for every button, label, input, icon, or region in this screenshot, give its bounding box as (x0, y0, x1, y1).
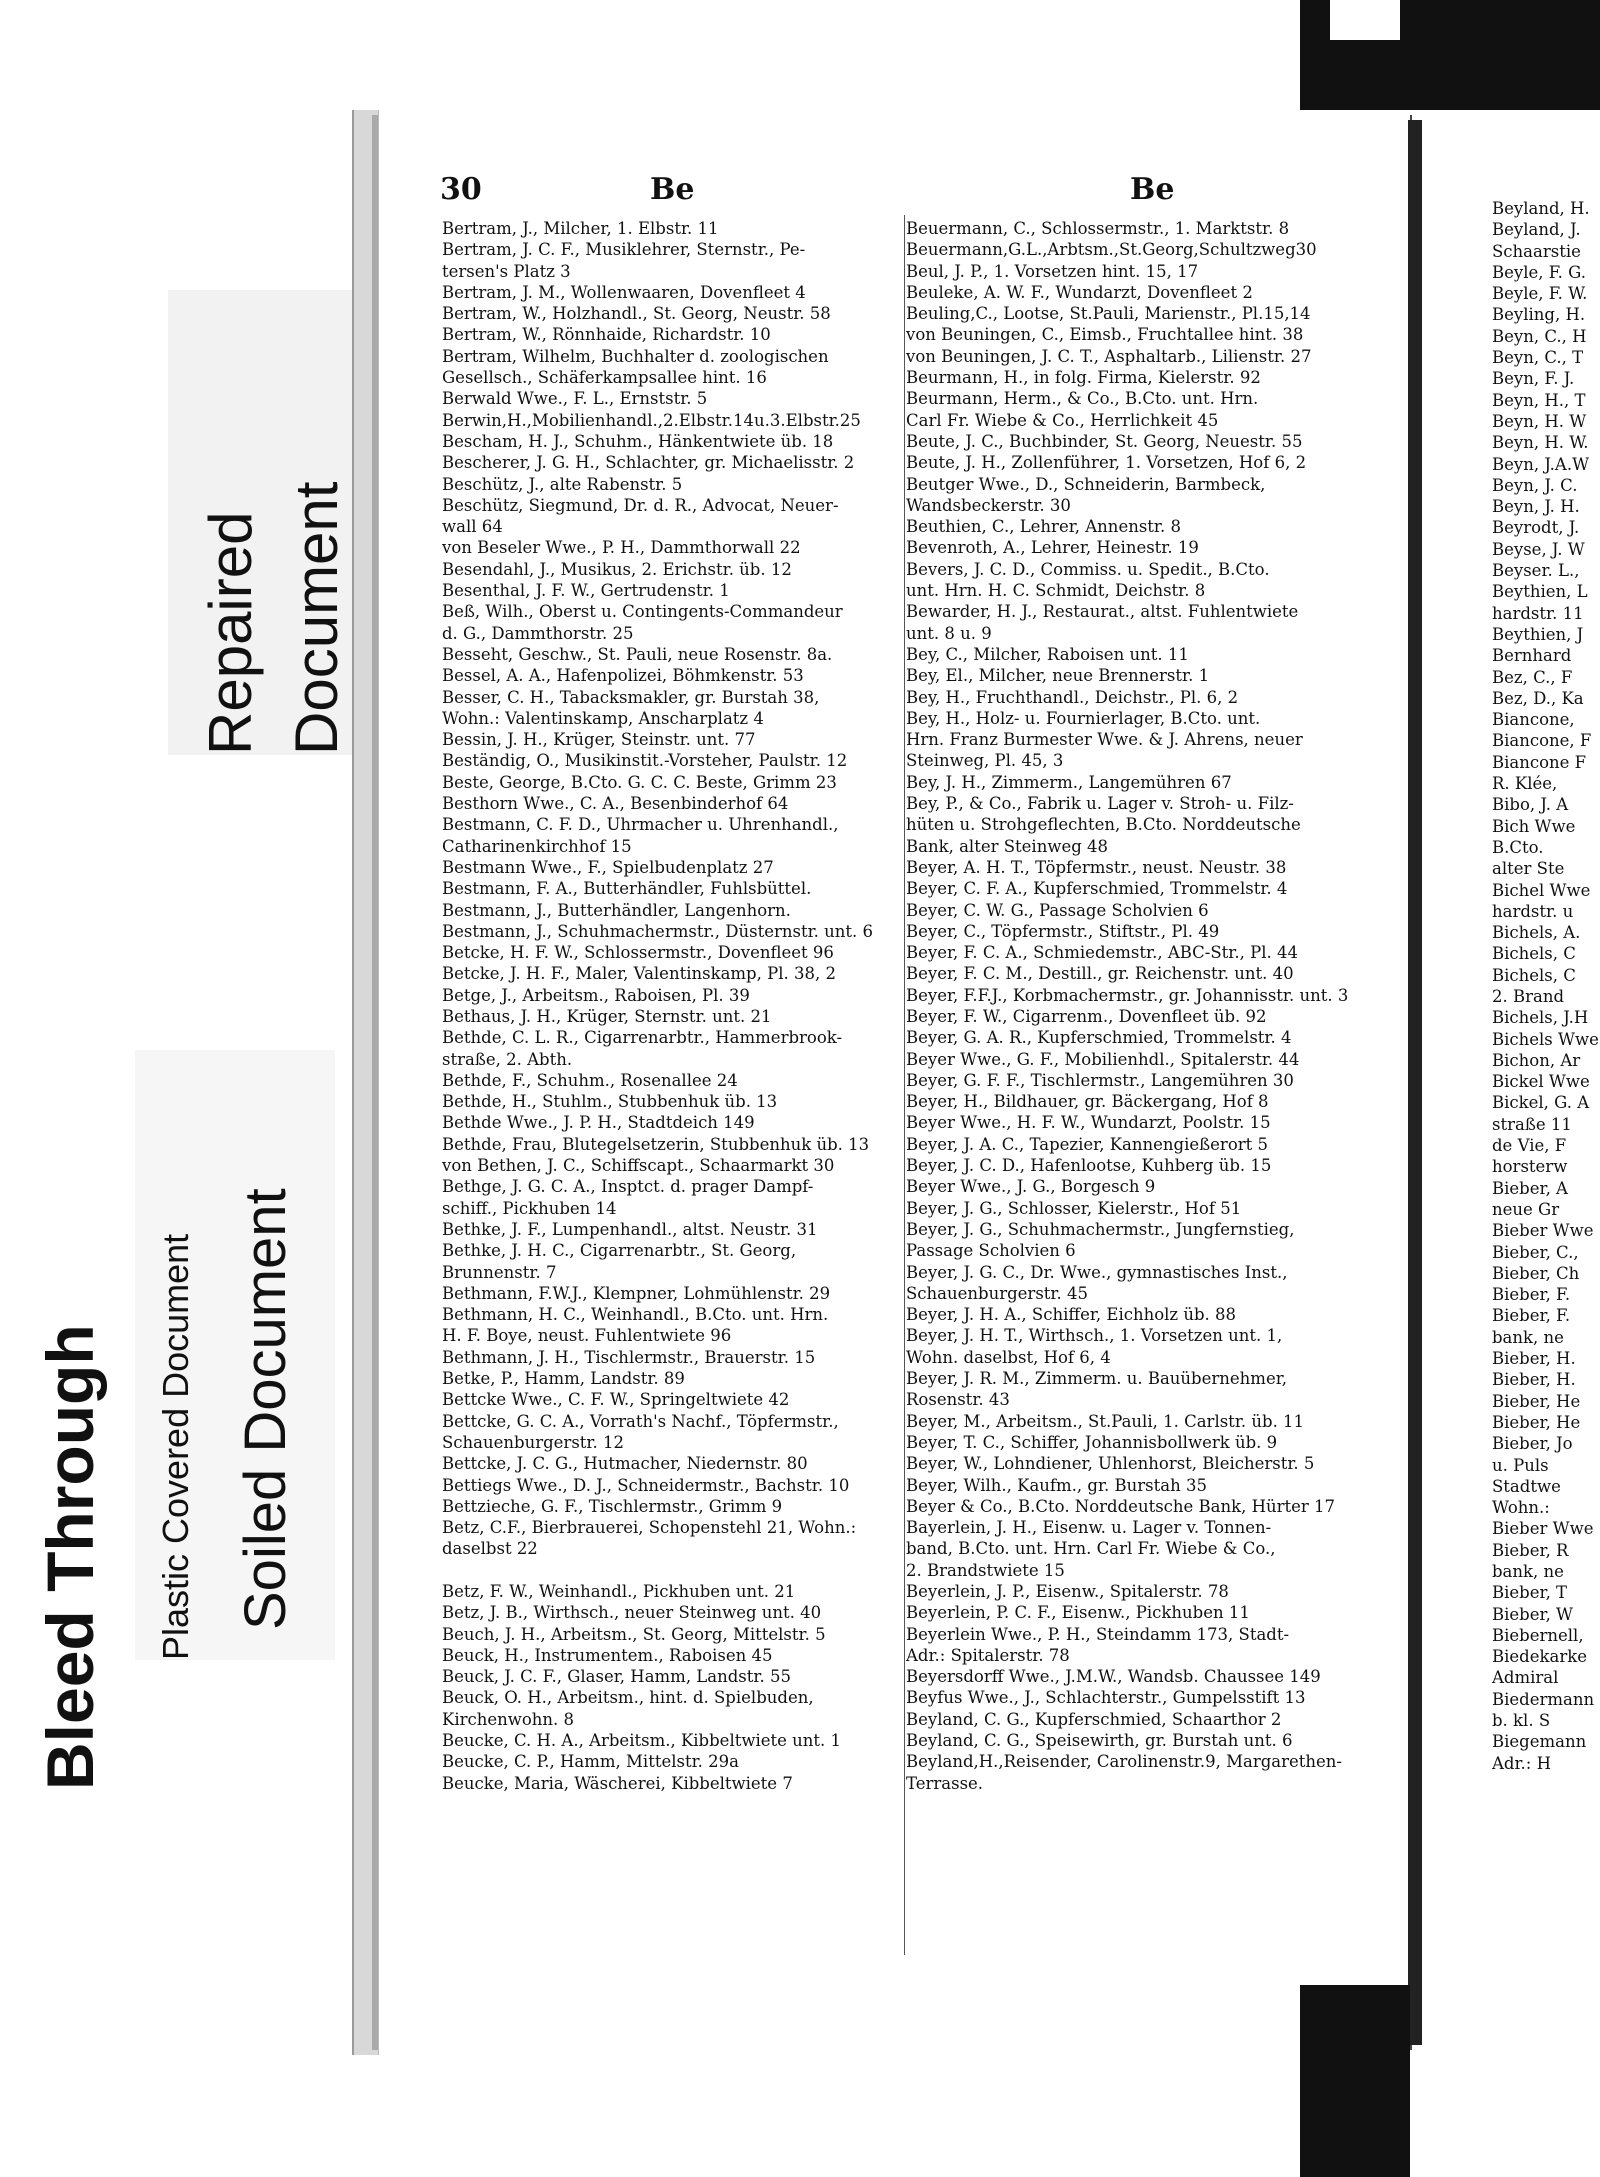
directory-entry: Beyland, C. G., Kupferschmied, Schaarthor 2 (906, 1709, 1282, 1729)
directory-entry: Bethge, J. G. C. A., Insptct. d. prager Dampf- (442, 1177, 814, 1197)
directory-entry: unt. Hrn. H. C. Schmidt, Deichstr. 8 (906, 581, 1206, 601)
directory-entry: Bieber, T (1492, 1583, 1568, 1603)
directory-entry: Bieber, A (1492, 1178, 1568, 1198)
directory-entry: Passage Scholvien 6 (906, 1241, 1076, 1261)
directory-entry: Beschütz, J., alte Rabenstr. 5 (442, 474, 683, 494)
directory-column-left (442, 218, 904, 1794)
directory-entry: Beyland, J. (1492, 220, 1581, 240)
directory-entry: Bichels, J.H (1492, 1008, 1589, 1028)
directory-entry: Bichon, Ar (1492, 1050, 1581, 1070)
directory-entry: von Beuningen, J. C. T., Asphaltarb., Lilienstr. 27 (906, 346, 1312, 366)
directory-entry: Bethmann, H. C., Weinhandl., B.Cto. unt. Hrn. (442, 1305, 829, 1325)
directory-entry: Beyn, J. C. (1492, 475, 1578, 495)
directory-entry: hardstr. u (1492, 901, 1574, 921)
directory-entry: Biegemann (1492, 1732, 1587, 1752)
directory-entry: Steinweg, Pl. 45, 3 (906, 751, 1064, 771)
label-plastic-covered: Plastic Covered Document (155, 1233, 196, 1660)
directory-entry: Beyer Wwe., G. F., Mobilienhdl., Spitalerstr. 44 (906, 1049, 1300, 1069)
directory-entry: Bichels, C (1492, 965, 1576, 985)
directory-entry: Besseht, Geschw., St. Pauli, neue Rosenstr. 8a. (442, 644, 833, 664)
directory-entry: Beyersdorff Wwe., J.M.W., Wandsb. Chaussee 149 (906, 1667, 1321, 1687)
directory-entry: Beuck, H., Instrumentem., Raboisen 45 (442, 1645, 773, 1665)
directory-entry: Beuck, O. H., Arbeitsm., hint. d. Spielbuden, (442, 1688, 814, 1708)
directory-entry: wall 64 (442, 517, 503, 537)
directory-entry: Bertram, W., Holzhandl., St. Georg, Neustr. 58 (442, 304, 831, 324)
label-repaired-line1: Repaired (197, 511, 264, 755)
directory-entry: Bettzieche, G. F., Tischlermstr., Grimm 9 (442, 1496, 783, 1516)
directory-entry: Bichels, A. (1492, 923, 1581, 943)
directory-entry: Beuling,C., Lootse, St.Pauli, Marienstr., Pl.15,14 (906, 304, 1311, 324)
directory-entry: Bettcke Wwe., C. F. W., Springeltwiete 42 (442, 1390, 790, 1410)
directory-entry: Beyland, C. G., Speisewirth, gr. Burstah unt. 6 (906, 1731, 1293, 1751)
directory-entry: Bez, C., F (1492, 667, 1573, 687)
directory-entry: Bevers, J. C. D., Commiss. u. Spedit., B.Cto. (906, 559, 1270, 579)
directory-entry: Beständig, O., Musikinstit.-Vorsteher, Paulstr. 12 (442, 751, 848, 771)
directory-entry: Wohn. daselbst, Hof 6, 4 (906, 1347, 1111, 1367)
directory-entry: Bieber, F. (1492, 1306, 1571, 1326)
directory-entry: Beste, George, B.Cto. G. C. C. Beste, Grimm 23 (442, 772, 837, 792)
directory-entry: Biedekarke (1492, 1647, 1587, 1667)
directory-entry: d. G., Dammthorstr. 25 (442, 623, 634, 643)
directory-entry: Besthorn Wwe., C. A., Besenbinderhof 64 (442, 794, 789, 814)
directory-entry: Bethde Wwe., J. P. H., Stadtdeich 149 (442, 1113, 755, 1133)
directory-entry: Bieber, F. (1492, 1285, 1571, 1305)
directory-entry: Bethde, H., Stuhlm., Stubbenhuk üb. 13 (442, 1092, 778, 1112)
directory-entry: Brunnenstr. 7 (442, 1262, 557, 1282)
directory-entry: Biancone, F (1492, 731, 1592, 751)
directory-entry: Bevenroth, A., Lehrer, Heinestr. 19 (906, 538, 1199, 558)
directory-entry: Beyerlein, J. P., Eisenw., Spitalerstr. 78 (906, 1582, 1229, 1601)
directory-entry: Bescham, H. J., Schuhm., Hänkentwiete üb. 18 (442, 431, 834, 451)
directory-entry: Beyer, F. C. M., Destill., gr. Reichenstr. unt. 40 (906, 964, 1294, 984)
directory-entry: Beyle, F. G. (1492, 262, 1586, 282)
directory-entry: Biancone, (1492, 710, 1575, 730)
directory-entry: Bank, alter Steinweg 48 (906, 836, 1109, 856)
directory-entry: Bertram, W., Rönnhaide, Richardstr. 10 (442, 325, 771, 345)
directory-entry: Beyse, J. W (1492, 539, 1585, 559)
directory-entry: Besser, C. H., Tabacksmakler, gr. Burstah 38, (442, 687, 820, 707)
directory-entry: unt. 8 u. 9 (906, 623, 992, 643)
directory-entry: Bettiegs Wwe., D. J., Schneidermstr., Bachstr. 10 (442, 1475, 850, 1495)
directory-entry: Berwin,H.,Mobilienhandl.,2.Elbstr.14u.3.Elbstr.25 (442, 410, 861, 430)
directory-entry: Bich Wwe (1492, 816, 1576, 836)
directory-entry: Beyn, C., H (1492, 326, 1587, 346)
directory-entry: Beyer, J. H. A., Schiffer, Eichholz üb. 88 (906, 1305, 1237, 1325)
directory-entry: Beyling, H. (1492, 305, 1586, 325)
directory-entry: Gesellsch., Schäferkampsallee hint. 16 (442, 368, 767, 388)
directory-entry: Beyn, C., T (1492, 348, 1584, 368)
directory-entry: Beurmann, Herm., & Co., B.Cto. unt. Hrn. (906, 389, 1259, 409)
label-soiled: Soiled Document (233, 1188, 298, 1630)
directory-entry: Beuermann, C., Schlossermstr., 1. Marktstr. 8 (906, 219, 1290, 238)
directory-entry: Bey, H., Holz- u. Fournierlager, B.Cto. unt. (906, 708, 1261, 728)
directory-entry: Bewarder, H. J., Restaurat., altst. Fuhlentwiete (906, 602, 1299, 622)
directory-entry: Beyn, H. W. (1492, 433, 1589, 453)
directory-entry: Beyn, J. H. (1492, 497, 1580, 517)
directory-entry: Bestmann, C. F. D., Uhrmacher u. Uhrenhandl., (442, 815, 839, 835)
directory-entry: hüten u. Strohgeflechten, B.Cto. Norddeutsche (906, 815, 1301, 835)
directory-entry: Bieber, H. (1492, 1349, 1576, 1369)
directory-entry: Bethde, F., Schuhm., Rosenallee 24 (442, 1070, 738, 1090)
page-header (440, 172, 1380, 212)
right-column-heading: Be (1130, 172, 1175, 207)
scan-border-bottom (1300, 1985, 1410, 2177)
directory-entry: Betz, J. B., Wirthsch., neuer Steinweg unt. 40 (442, 1603, 822, 1623)
directory-entry: Betke, P., Hamm, Landstr. 89 (442, 1369, 685, 1389)
scan-border-notch (1330, 0, 1400, 40)
directory-entry: Bichel Wwe (1492, 880, 1591, 900)
directory-entry: Bernhard (1492, 646, 1572, 666)
directory-entry: Beyer, Wilh., Kaufm., gr. Burstah 35 (906, 1475, 1207, 1495)
directory-entry: Adr.: Spitalerstr. 78 (906, 1645, 1070, 1665)
directory-entry: Beyser. L., (1492, 561, 1580, 581)
directory-entry: Bertram, Wilhelm, Buchhalter d. zoologischen (442, 346, 829, 366)
directory-entry: tersen's Platz 3 (442, 261, 571, 281)
directory-entry: Beyer, T. C., Schiffer, Johannisbollwerk üb. 9 (906, 1432, 1278, 1452)
directory-entry: Wohn.: Valentinskamp, Anscharplatz 4 (442, 708, 764, 728)
directory-entry: Beyer, F.F.J., Korbmachermstr., gr. Johannisstr. unt. 3 (906, 985, 1349, 1005)
directory-entry: Bayerlein, J. H., Eisenw. u. Lager v. Tonnen- (906, 1518, 1272, 1538)
directory-entry: Beyn, F. J. (1492, 369, 1575, 389)
label-bleed-through: Bleed Through (33, 1324, 107, 1790)
directory-entry: Bethde, Frau, Blutegelsetzerin, Stubbenhuk üb. 13 (442, 1134, 870, 1154)
directory-entry: Beyer, F. C. A., Schmiedemstr., ABC-Str., Pl. 44 (906, 943, 1298, 963)
directory-entry: Bestmann, J., Schuhmachermstr., Düsternstr. unt. 6 (442, 921, 874, 941)
directory-entry: Bestmann Wwe., F., Spielbudenplatz 27 (442, 857, 774, 877)
directory-entry: Beucke, C. H. A., Arbeitsm., Kibbeltwiete unt. 1 (442, 1731, 842, 1751)
directory-entry: von Beseler Wwe., P. H., Dammthorwall 22 (442, 538, 801, 558)
directory-entry: Bestmann, F. A., Butterhändler, Fuhlsbüttel. (442, 879, 812, 899)
directory-entry: Beyer, C. F. A., Kupferschmied, Trommelstr. 4 (906, 879, 1288, 899)
directory-entry: Rosenstr. 43 (906, 1390, 1010, 1410)
directory-entry: Betz, C.F., Bierbrauerei, Schopenstehl 21, Wohn.: (442, 1518, 857, 1538)
directory-entry: Beyer, H., Bildhauer, gr. Bäckergang, Hof 8 (906, 1092, 1269, 1112)
directory-entry: Bieber, He (1492, 1412, 1581, 1432)
directory-entry: Beyer, C., Töpfermstr., Stiftstr., Pl. 49 (906, 921, 1220, 941)
directory-entry: Beyer, J. R. M., Zimmerm. u. Bauübernehmer, (906, 1369, 1288, 1389)
directory-entry: Bieber Wwe (1492, 1519, 1594, 1539)
directory-entry: Bickel, G. A (1492, 1093, 1590, 1113)
directory-entry: Bieber, W (1492, 1604, 1574, 1624)
directory-entry: 2. Brand (1492, 986, 1565, 1006)
directory-entry: Bieber, H. (1492, 1370, 1576, 1390)
directory-entry: Bessel, A. A., Hafenpolizei, Böhmkenstr. 53 (442, 666, 804, 686)
directory-entry: Bibo, J. A (1492, 795, 1569, 815)
directory-entry: hardstr. 11 (1492, 603, 1584, 623)
directory-entry: Betz, F. W., Weinhandl., Pickhuben unt. 21 (442, 1582, 796, 1601)
directory-entry: Terrasse. (906, 1773, 984, 1793)
directory-entry: Betcke, H. F. W., Schlossermstr., Dovenfleet 96 (442, 943, 834, 963)
directory-entry: Beuthien, C., Lehrer, Annenstr. 8 (906, 517, 1181, 537)
directory-entry: Beythien, L (1492, 582, 1588, 602)
directory-entry: Catharinenkirchhof 15 (442, 836, 632, 856)
directory-entry: daselbst 22 (442, 1539, 538, 1559)
directory-entry: Kirchenwohn. 8 (442, 1709, 575, 1729)
directory-entry: Beyer, G. F. F., Tischlermstr., Langemühren 30 (906, 1070, 1294, 1090)
directory-entry: Beyer Wwe., J. G., Borgesch 9 (906, 1177, 1156, 1197)
directory-entry: Bieber, R (1492, 1540, 1569, 1560)
directory-entry: bank, ne (1492, 1562, 1564, 1581)
directory-entry: Biebernell, (1492, 1625, 1584, 1645)
directory-entry: Besenthal, J. F. W., Gertrudenstr. 1 (442, 581, 730, 601)
directory-entry: straße, 2. Abth. (442, 1049, 573, 1069)
directory-entry: Bestmann, J., Butterhändler, Langenhorn. (442, 900, 791, 920)
directory-entry: Beyn, H., T (1492, 390, 1586, 410)
directory-entry: Beyer, W., Lohndiener, Uhlenhorst, Bleicherstr. 5 (906, 1454, 1315, 1474)
directory-entry: Besendahl, J., Musikus, 2. Erichstr. üb. 12 (442, 559, 792, 579)
directory-entry: b. kl. S (1492, 1711, 1551, 1731)
directory-entry: Beyrodt, J. (1492, 518, 1580, 538)
directory-entry: de Vie, F (1492, 1136, 1567, 1156)
directory-entry: Bethde, C. L. R., Cigarrenarbtr., Hammerbrook- (442, 1028, 843, 1048)
directory-entry: Beyer, M., Arbeitsm., St.Pauli, 1. Carlstr. üb. 11 (906, 1411, 1305, 1431)
directory-entry: Beyland, H. (1492, 199, 1590, 218)
page-gutter (1408, 120, 1422, 2045)
column-divider (904, 215, 905, 1955)
directory-entry: Carl Fr. Wiebe & Co., Herrlichkeit 45 (906, 410, 1219, 430)
directory-entry: Biancone F (1492, 752, 1587, 772)
directory-entry: Bethmann, F.W.J., Klempner, Lohmühlenstr. 29 (442, 1283, 831, 1303)
directory-entry: Beyfus Wwe., J., Schlachterstr., Gumpelsstift 13 (906, 1688, 1306, 1708)
directory-entry: Berwald Wwe., F. L., Ernststr. 5 (442, 389, 708, 409)
directory-entry: Bichels Wwe (1492, 1029, 1599, 1049)
directory-entry: Hrn. Franz Burmester Wwe. & J. Ahrens, neuer (906, 730, 1303, 750)
directory-entry: Wohn.: (1492, 1498, 1550, 1518)
directory-entry: Bieber, Jo (1492, 1434, 1573, 1454)
directory-entry: Bey, C., Milcher, Raboisen unt. 11 (906, 644, 1189, 664)
directory-entry: Bertram, J., Milcher, 1. Elbstr. 11 (442, 219, 719, 238)
directory-entry: Bez, D., Ka (1492, 688, 1584, 708)
directory-entry: Beyle, F. W. (1492, 284, 1588, 304)
directory-entry: Bethke, J. F., Lumpenhandl., altst. Neustr. 31 (442, 1219, 818, 1239)
directory-entry: Beyerlein Wwe., P. H., Steindamm 173, Stadt- (906, 1624, 1290, 1644)
directory-entry: Beute, J. C., Buchbinder, St. Georg, Neuestr. 55 (906, 431, 1303, 451)
label-repaired-line2: Document (283, 481, 350, 755)
directory-entry: Beuch, J. H., Arbeitsm., St. Georg, Mittelstr. 5 (442, 1624, 826, 1644)
directory-entry: band, B.Cto. unt. Hrn. Carl Fr. Wiebe & Co., (906, 1539, 1276, 1559)
directory-entry: Betge, J., Arbeitsm., Raboisen, Pl. 39 (442, 985, 750, 1005)
directory-entry: Beschütz, Siegmund, Dr. d. R., Advocat, Neuer- (442, 495, 839, 515)
directory-entry: Bickel Wwe (1492, 1072, 1590, 1092)
directory-entry: Beul, J. P., 1. Vorsetzen hint. 15, 17 (906, 261, 1199, 281)
directory-entry: von Beuningen, C., Eimsb., Fruchtallee hint. 38 (906, 325, 1304, 345)
directory-entry: Bettcke, J. C. G., Hutmacher, Niedernstr. 80 (442, 1454, 808, 1474)
directory-entry: Betcke, J. H. F., Maler, Valentinskamp, Pl. 38, 2 (442, 964, 836, 984)
directory-entry: B.Cto. (1492, 837, 1544, 857)
directory-entry: Bieber, He (1492, 1391, 1581, 1411)
page-number: 30 (440, 172, 482, 207)
directory-entry: Bichels, C (1492, 944, 1576, 964)
directory-entry: R. Klée, (1492, 774, 1558, 794)
directory-entry: Beß, Wilh., Oberst u. Contingents-Commandeur (442, 602, 843, 622)
directory-entry: Schaarstie (1492, 241, 1581, 261)
directory-entry: Beucke, C. P., Hamm, Mittelstr. 29a (442, 1752, 740, 1772)
directory-entry: Beyer, J. H. T., Wirthsch., 1. Vorsetzen unt. 1, (906, 1326, 1283, 1346)
directory-entry: Beyer, G. A. R., Kupferschmied, Trommelstr. 4 (906, 1028, 1292, 1048)
directory-entry: Biedermann (1492, 1689, 1595, 1709)
directory-entry: alter Ste (1492, 859, 1565, 879)
directory-entry: Bertram, J. C. F., Musiklehrer, Sternstr., Pe- (442, 240, 806, 260)
directory-entry: Bethmann, J. H., Tischlermstr., Brauerstr. 15 (442, 1347, 816, 1367)
directory-entry: Bertram, J. M., Wollenwaaren, Dovenfleet 4 (442, 282, 806, 302)
directory-entry: neue Gr (1492, 1199, 1560, 1219)
directory-entry: Beyer, J. C. D., Hafenlootse, Kuhberg üb. 15 (906, 1156, 1272, 1176)
directory-entry: von Bethen, J. C., Schiffscapt., Schaarmarkt 30 (442, 1156, 835, 1176)
directory-entry: Bey, J. H., Zimmerm., Langemühren 67 (906, 772, 1232, 792)
label-repaired (188, 355, 360, 755)
directory-column-facing (1492, 198, 1600, 1774)
directory-column-right (906, 218, 1366, 1794)
directory-entry: Beute, J. H., Zollenführer, 1. Vorsetzen, Hof 6, 2 (906, 453, 1307, 473)
directory-entry: Beyer, J. G., Schuhmachermstr., Jungfernstieg, (906, 1219, 1295, 1239)
directory-entry: Beuck, J. C. F., Glaser, Hamm, Landstr. 55 (442, 1667, 791, 1687)
directory-entry: Beucke, Maria, Wäscherei, Kibbeltwiete 7 (442, 1773, 793, 1793)
directory-entry: Bieber, C., (1492, 1242, 1579, 1262)
directory-entry: Schauenburgerstr. 12 (442, 1432, 624, 1452)
directory-entry: Beyerlein, P. C. F., Eisenw., Pickhuben 11 (906, 1603, 1250, 1623)
directory-entry: Beyer, J. G., Schlosser, Kielerstr., Hof 51 (906, 1198, 1242, 1218)
directory-entry: Wandsbeckerstr. 30 (906, 495, 1071, 515)
directory-entry: Beurmann, H., in folg. Firma, Kielerstr. 92 (906, 368, 1261, 388)
directory-entry: Bessin, J. H., Krüger, Steinstr. unt. 77 (442, 730, 756, 750)
directory-entry: H. F. Boye, neust. Fuhlentwiete 96 (442, 1326, 732, 1346)
directory-entry: u. Puls (1492, 1455, 1549, 1475)
directory-entry: Beyer, J. G. C., Dr. Wwe., gymnastisches Inst., (906, 1262, 1288, 1282)
directory-entry: Bieber, Ch (1492, 1263, 1580, 1283)
directory-entry: Beyer & Co., B.Cto. Norddeutsche Bank, Hürter 17 (906, 1496, 1336, 1516)
directory-entry: Adr.: H (1492, 1753, 1551, 1773)
directory-entry: Beythien, J (1492, 624, 1584, 644)
directory-entry: Beutger Wwe., D., Schneiderin, Barmbeck, (906, 474, 1266, 494)
directory-entry: straße 11 (1492, 1114, 1572, 1134)
directory-entry (442, 1560, 904, 1581)
directory-entry: Beyn, H. W (1492, 411, 1587, 431)
directory-entry: Bettcke, G. C. A., Vorrath's Nachf., Töpfermstr., (442, 1411, 839, 1431)
directory-entry: 2. Brandstwiete 15 (906, 1560, 1065, 1580)
directory-entry: Bethaus, J. H., Krüger, Sternstr. unt. 21 (442, 1006, 772, 1026)
directory-entry: Beyer Wwe., H. F. W., Wundarzt, Poolstr. 15 (906, 1113, 1271, 1133)
directory-entry: Bieber Wwe (1492, 1221, 1594, 1241)
directory-entry: Beuermann,G.L.,Arbtsm.,St.Georg,Schultzweg30 (906, 240, 1317, 260)
directory-entry: bank, ne (1492, 1327, 1564, 1347)
directory-entry: Beyer, A. H. T., Töpfermstr., neust. Neustr. 38 (906, 857, 1287, 877)
directory-entry: Bey, P., & Co., Fabrik u. Lager v. Stroh- u. Filz- (906, 794, 1294, 814)
directory-entry: Bethke, J. H. C., Cigarrenarbtr., St. Georg, (442, 1241, 797, 1261)
directory-entry: Beyland,H.,Reisender, Carolinenstr.9, Margarethen- (906, 1752, 1343, 1772)
directory-entry: Beyn, J.A.W (1492, 454, 1590, 474)
directory-entry: Beyer, F. W., Cigarrenm., Dovenfleet üb. 92 (906, 1006, 1267, 1026)
directory-entry: Bey, El., Milcher, neue Brennerstr. 1 (906, 666, 1210, 686)
directory-entry: horsterw (1492, 1157, 1568, 1177)
left-column-heading: Be (650, 172, 695, 207)
directory-entry: Schauenburgerstr. 45 (906, 1283, 1088, 1303)
directory-entry: schiff., Pickhuben 14 (442, 1198, 617, 1218)
directory-entry: Beyer, C. W. G., Passage Scholvien 6 (906, 900, 1209, 920)
directory-entry: Beuleke, A. W. F., Wundarzt, Dovenfleet 2 (906, 282, 1253, 302)
directory-entry: Bey, H., Fruchthandl., Deichstr., Pl. 6, 2 (906, 687, 1239, 707)
directory-entry: Admiral (1492, 1668, 1559, 1688)
directory-entry: Stadtwe (1492, 1476, 1561, 1496)
directory-entry: Bescherer, J. G. H., Schlachter, gr. Michaelisstr. 2 (442, 453, 855, 473)
book-spine-shadow (372, 115, 378, 2050)
directory-entry: Beyer, J. A. C., Tapezier, Kannengießerort 5 (906, 1134, 1269, 1154)
